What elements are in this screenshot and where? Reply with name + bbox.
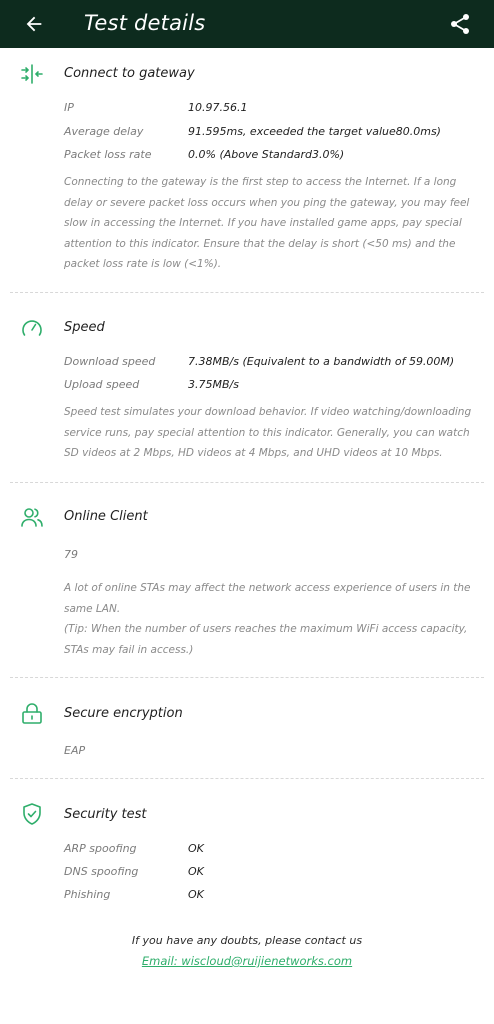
download-speed-label: Download speed <box>64 355 156 368</box>
dns-spoofing-value: OK <box>188 865 204 878</box>
users-icon <box>20 505 44 529</box>
back-button[interactable] <box>16 6 52 42</box>
dns-spoofing-label: DNS spoofing <box>64 865 139 878</box>
gateway-title: Connect to gateway <box>64 66 195 81</box>
shield-check-icon <box>20 802 44 826</box>
security-test-title: Security test <box>64 807 147 822</box>
contact-text: If you have any doubts, please contact us <box>131 934 363 947</box>
lock-icon <box>20 702 44 726</box>
divider <box>10 677 484 678</box>
encryption-value: EAP <box>64 744 86 757</box>
upload-speed-value: 3.75MB/s <box>188 378 239 391</box>
arp-spoofing-value: OK <box>188 842 204 855</box>
divider <box>10 482 484 483</box>
upload-speed-label: Upload speed <box>64 378 140 391</box>
speed-description: Speed test simulates your download behavior. If video watching/downloading service runs, pay special attention to this indicator. Generally, you can watch SD videos at 2 Mbps, HD videos at 4 Mbps, and UHD videos at 10 Mbps. <box>64 406 472 459</box>
share-button[interactable] <box>442 6 478 42</box>
download-speed-value: 7.38MB/s (Equivalent to a bandwidth of 59.00M) <box>188 355 455 368</box>
average-delay-label: Average delay <box>64 125 144 138</box>
phishing-value: OK <box>188 888 204 901</box>
share-icon <box>448 12 472 36</box>
back-arrow-icon <box>23 13 45 35</box>
ip-value: 10.97.56.1 <box>188 101 248 114</box>
gateway-description: Connecting to the gateway is the first step to access the Internet. If a long delay or severe packet loss occurs when you ping the gateway, you may feel slow in accessing the Internet. If you have installed game apps, pay special attention to this indicator. Ensure that the delay is short (<50 ms) and the packet loss rate is low (<1%). <box>64 176 470 270</box>
online-client-count: 79 <box>64 548 78 561</box>
packet-loss-label: Packet loss rate <box>64 148 152 161</box>
online-client-tip: (Tip: When the number of users reaches the maximum WiFi access capacity, STAs may fail in access.) <box>64 623 468 656</box>
ip-label: IP <box>64 101 74 114</box>
phishing-label: Phishing <box>64 888 111 901</box>
top-app-bar <box>0 0 494 48</box>
packet-loss-value: 0.0% (Above Standard3.0%) <box>188 148 345 161</box>
page-title: Test details <box>84 11 206 35</box>
speed-title: Speed <box>64 320 105 335</box>
contact-email-link[interactable]: Email: wiscloud@ruijienetworks.com <box>141 954 353 968</box>
divider <box>10 292 484 293</box>
encryption-title: Secure encryption <box>64 706 183 721</box>
divider <box>10 778 484 779</box>
average-delay-value: 91.595ms, exceeded the target value80.0ms) <box>188 125 441 138</box>
speedometer-icon <box>20 316 44 340</box>
gateway-icon <box>20 62 44 86</box>
arp-spoofing-label: ARP spoofing <box>64 842 137 855</box>
online-client-description: A lot of online STAs may affect the network access experience of users in the same LAN. <box>64 582 471 615</box>
online-client-title: Online Client <box>64 509 148 524</box>
